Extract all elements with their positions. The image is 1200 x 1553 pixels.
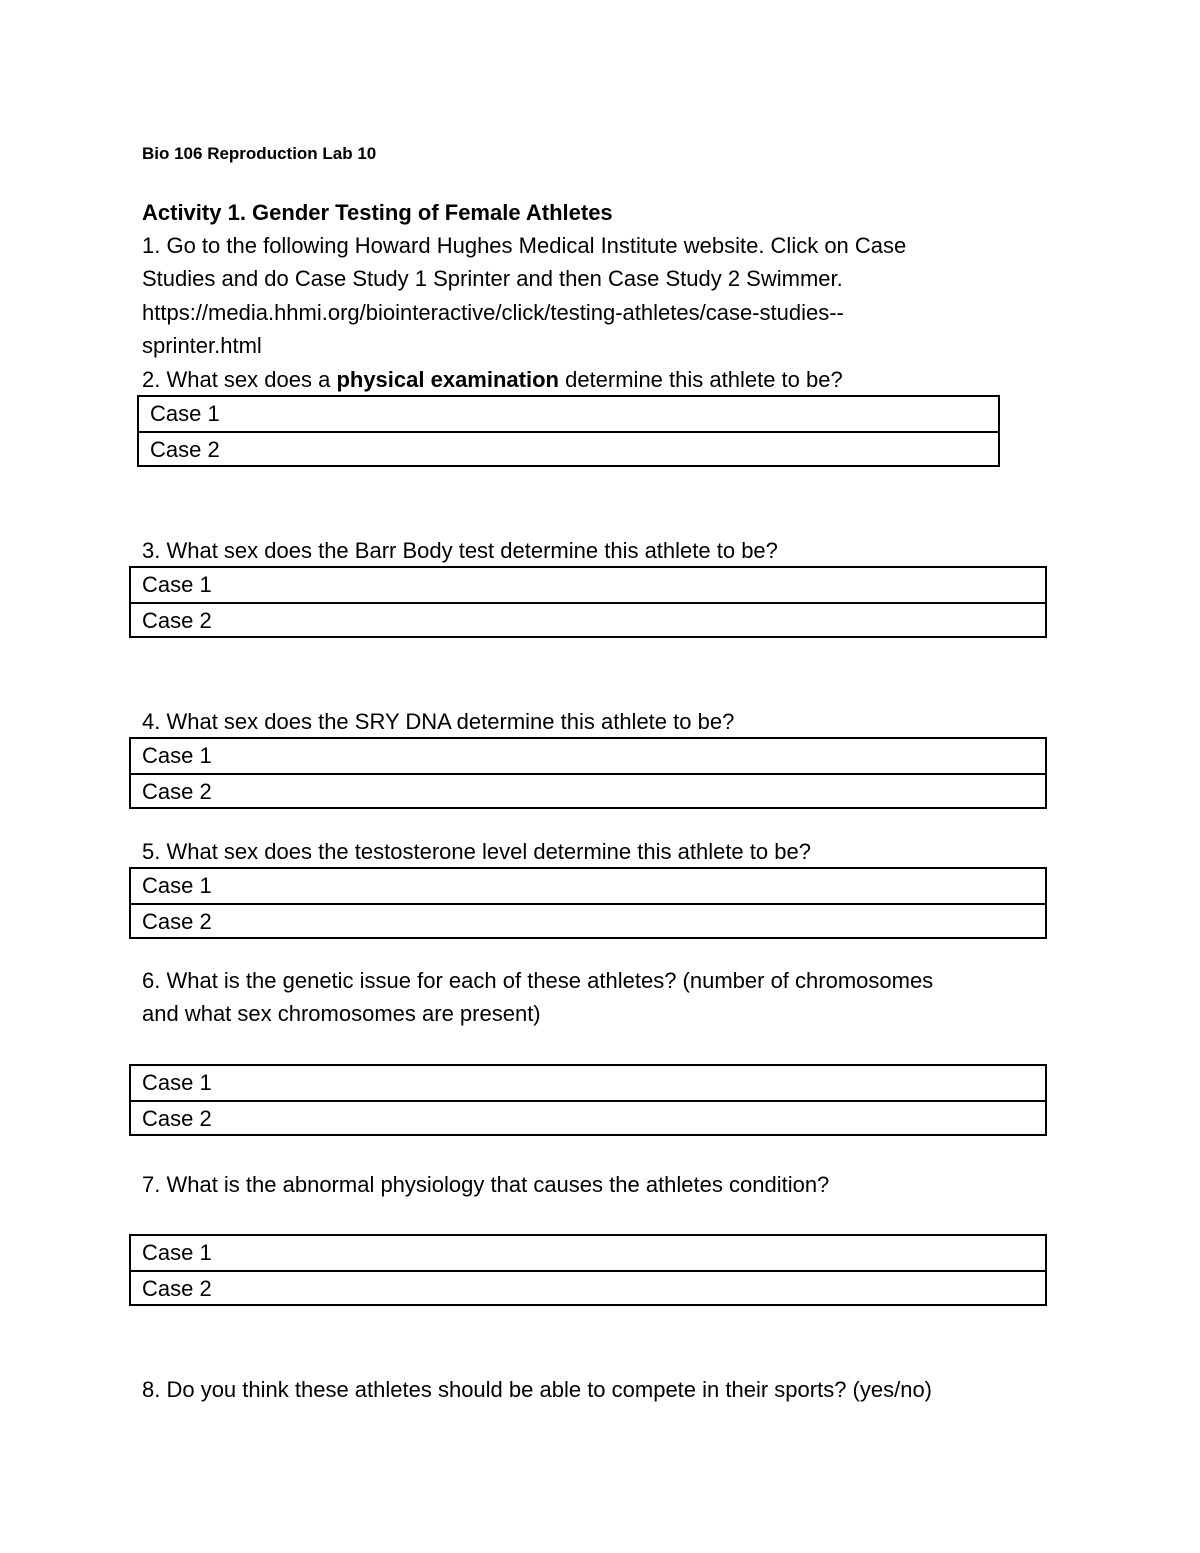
question-8: 8. Do you think these athletes should be able to compete in their sports? (yes/no) bbox=[142, 1377, 933, 1402]
question-2-text-start: 2. What sex does a bbox=[142, 367, 337, 392]
answer-table-q2 bbox=[137, 395, 1000, 467]
case-label: Case 1 bbox=[142, 1070, 212, 1095]
website-url-line-1: https://media.hhmi.org/biointeractive/click/testing-athletes/case-studies-- bbox=[142, 300, 844, 325]
activity-title: Activity 1. Gender Testing of Female Athletes bbox=[142, 200, 613, 225]
answer-row-case-1[interactable] bbox=[131, 568, 1045, 602]
case-label: Case 2 bbox=[142, 779, 212, 804]
case-label: Case 1 bbox=[142, 1240, 212, 1265]
case-label: Case 1 bbox=[142, 743, 212, 768]
answer-row-case-2[interactable] bbox=[131, 903, 1045, 937]
answer-table-q3 bbox=[129, 566, 1047, 638]
answer-row-case-2[interactable] bbox=[131, 1100, 1045, 1134]
case-label: Case 2 bbox=[142, 608, 212, 633]
question-3: 3. What sex does the Barr Body test determine this athlete to be? bbox=[142, 538, 778, 563]
question-7: 7. What is the abnormal physiology that causes the athletes condition? bbox=[142, 1172, 830, 1197]
case-label: Case 2 bbox=[142, 1276, 212, 1301]
answer-row-case-1[interactable] bbox=[131, 869, 1045, 903]
case-label: Case 2 bbox=[142, 1106, 212, 1131]
answer-table-q7 bbox=[129, 1234, 1047, 1306]
case-label: Case 1 bbox=[142, 873, 212, 898]
website-url-line-2: sprinter.html bbox=[142, 333, 262, 358]
answer-row-case-2[interactable] bbox=[131, 773, 1045, 807]
answer-row-case-2[interactable] bbox=[139, 431, 998, 465]
question-2-text-end: determine this athlete to be? bbox=[558, 367, 843, 392]
intro-line-2: Studies and do Case Study 1 Sprinter and then Case Study 2 Swimmer. bbox=[142, 266, 843, 291]
question-2 bbox=[142, 363, 843, 396]
answer-row-case-1[interactable] bbox=[131, 1066, 1045, 1100]
intro-line-1: 1. Go to the following Howard Hughes Medical Institute website. Click on Case bbox=[142, 233, 907, 258]
question-6-line-2: and what sex chromosomes are present) bbox=[142, 1001, 541, 1026]
answer-row-case-2[interactable] bbox=[131, 602, 1045, 636]
answer-row-case-1[interactable] bbox=[131, 739, 1045, 773]
document-header: Bio 106 Reproduction Lab 10 bbox=[142, 144, 377, 163]
case-label: Case 2 bbox=[150, 437, 220, 462]
answer-row-case-1[interactable] bbox=[139, 397, 998, 431]
answer-table-q6 bbox=[129, 1064, 1047, 1136]
answer-table-q4 bbox=[129, 737, 1047, 809]
case-label: Case 2 bbox=[142, 909, 212, 934]
case-label: Case 1 bbox=[142, 572, 212, 597]
case-label: Case 1 bbox=[150, 401, 220, 426]
question-5: 5. What sex does the testosterone level determine this athlete to be? bbox=[142, 839, 811, 864]
answer-row-case-2[interactable] bbox=[131, 1270, 1045, 1304]
answer-table-q5 bbox=[129, 867, 1047, 939]
question-6-line-1: 6. What is the genetic issue for each of these athletes? (number of chromosomes bbox=[142, 968, 934, 993]
answer-row-case-1[interactable] bbox=[131, 1236, 1045, 1270]
question-2-emphasis: physical examination bbox=[336, 367, 559, 392]
question-4: 4. What sex does the SRY DNA determine this athlete to be? bbox=[142, 709, 735, 734]
